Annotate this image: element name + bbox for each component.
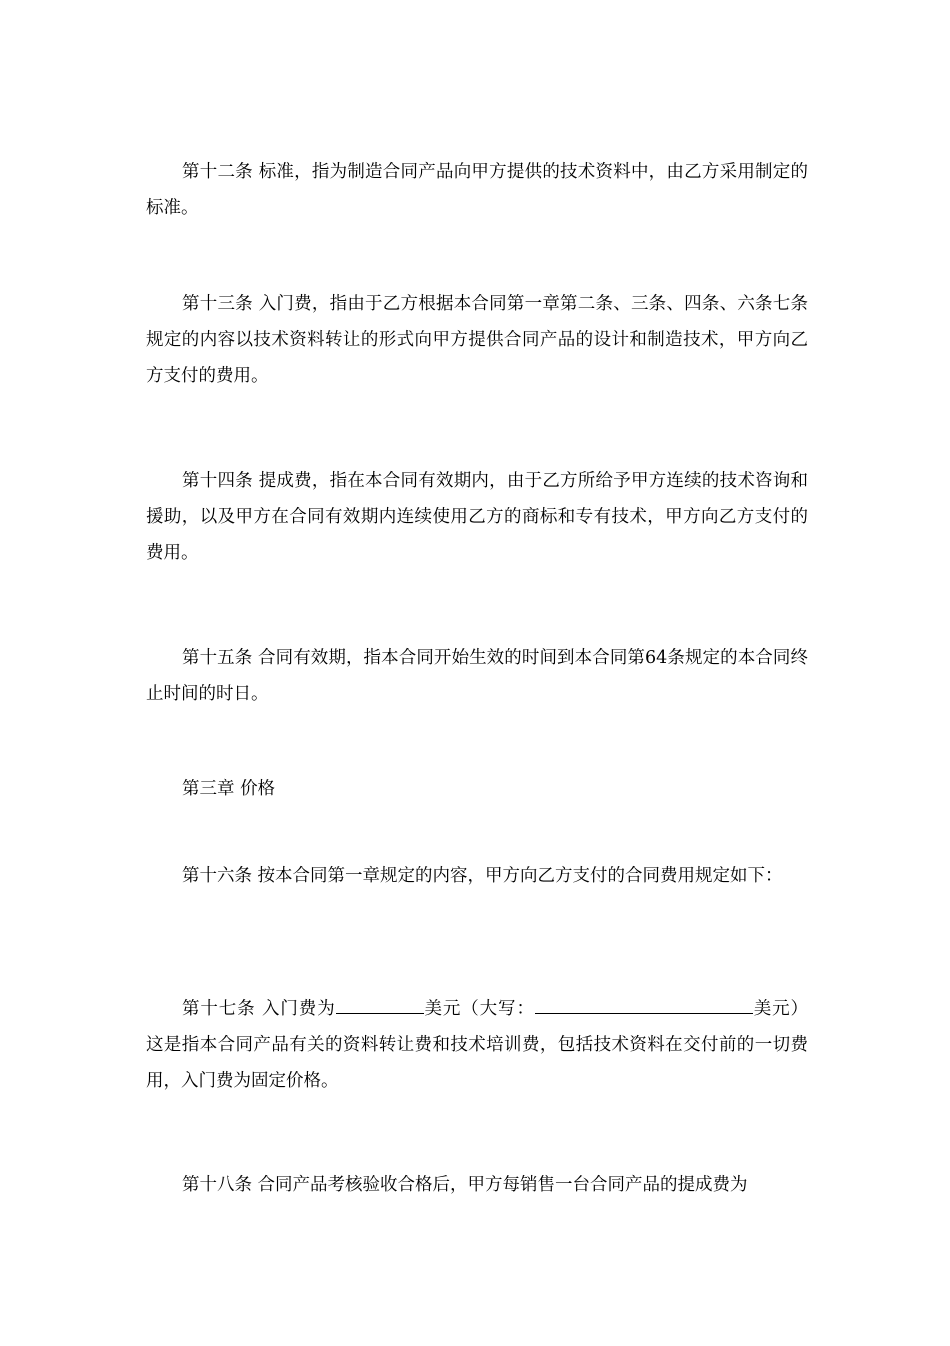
entry-fee-words-blank (535, 995, 753, 1014)
paragraph-text (146, 991, 808, 1099)
article-13 (146, 286, 808, 394)
article-18 (146, 1167, 808, 1203)
article-17-part-1: 第十七条 入门费为 (182, 999, 336, 1019)
paragraph-text: 第十四条 提成费，指在本合同有效期内，由于乙方所给予甲方连续的技术咨询和援助，以及甲方在合同有效期内连续使用乙方的商标和专有技术，甲方向乙方支付的费用。 (146, 471, 808, 563)
article-14 (146, 463, 808, 571)
article-17 (146, 991, 808, 1099)
article-17-part-2: 美元（大写： (423, 999, 535, 1019)
article-15 (146, 640, 808, 712)
heading-text: 第三章 价格 (182, 779, 276, 799)
article-12 (146, 154, 808, 226)
paragraph-text: 第十八条 合同产品考核验收合格后，甲方每销售一台合同产品的提成费为 (182, 1175, 748, 1195)
entry-fee-amount-blank (336, 995, 424, 1014)
article-17-part-3: 美元）这是指本合同产品有关的资料转让费和技术培训费，包括技术资料在交付前的一切费用，入门费为固定价格。 (146, 999, 809, 1091)
article-16 (146, 858, 808, 894)
paragraph-text: 第十三条 入门费，指由于乙方根据本合同第一章第二条、三条、四条、六条七条规定的内容以技术资料转让的形式向甲方提供合同产品的设计和制造技术，甲方向乙方支付的费用。 (146, 294, 808, 386)
paragraph-text: 第十六条 按本合同第一章规定的内容，甲方向乙方支付的合同费用规定如下： (182, 866, 783, 886)
paragraph-text: 第十五条 合同有效期，指本合同开始生效的时间到本合同第64条规定的本合同终止时间的时日。 (146, 648, 808, 704)
chapter-3-heading (146, 771, 808, 807)
paragraph-text: 第十二条 标准，指为制造合同产品向甲方提供的技术资料中，由乙方采用制定的标准。 (146, 162, 808, 218)
